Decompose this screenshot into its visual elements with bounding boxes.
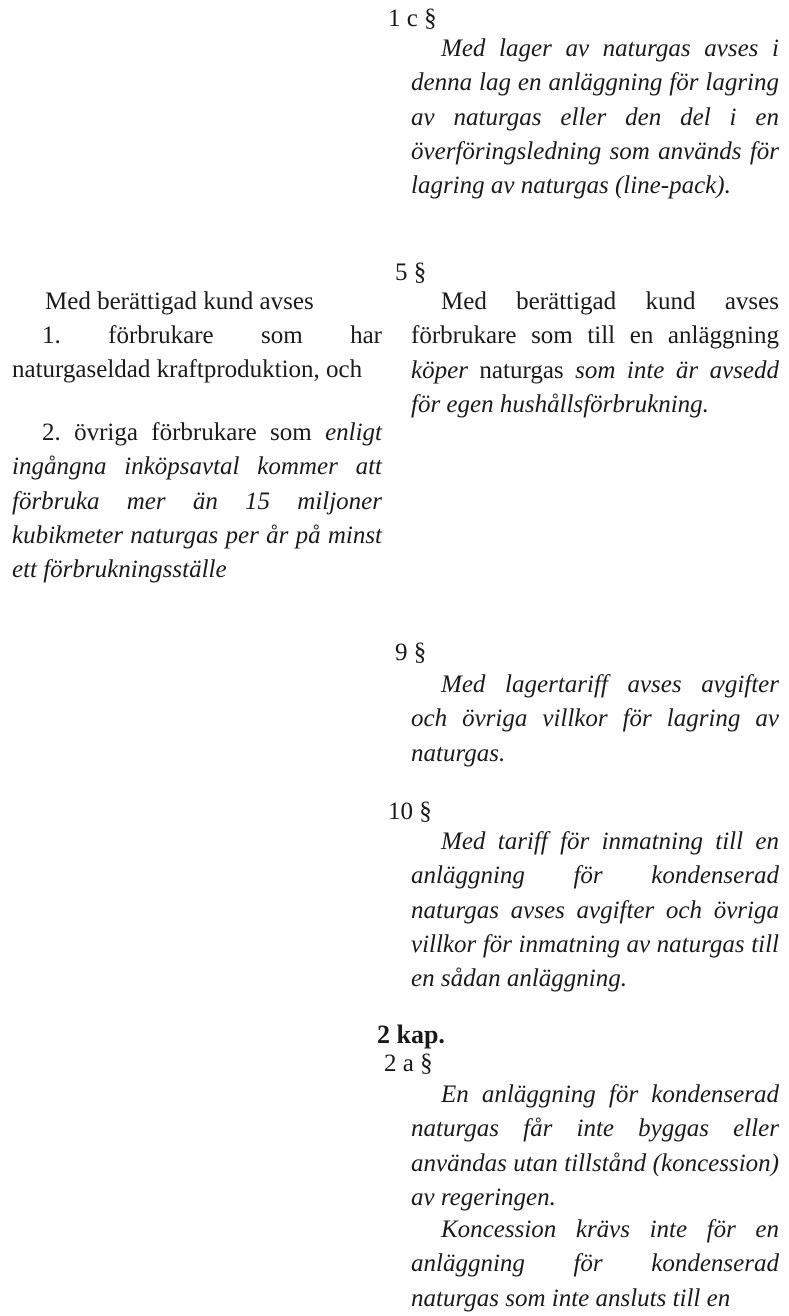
paragraph-5-old-item-1: 1. förbrukare som har naturgaseldad kraftproduktion, och bbox=[12, 322, 382, 384]
section-heading-9: 9 § bbox=[395, 639, 427, 666]
paragraph-5-new bbox=[411, 285, 779, 422]
text-run-italic: köper bbox=[411, 356, 468, 384]
section-heading-2a: 2 a § bbox=[384, 1050, 433, 1077]
section-heading-5: 5 § bbox=[395, 259, 427, 286]
paragraph-5-old-item-2 bbox=[12, 416, 382, 587]
text-run-italic: enligt ingångna inköpsavtal kommer att förbruka mer än 15 miljoner kubikmeter naturgas per år på minst ett förbrukningsställe bbox=[12, 419, 382, 584]
chapter-heading: 2 kap. bbox=[377, 1020, 445, 1049]
paragraph-9: Med lagertariff avses avgifter och övriga villkor för lagring av naturgas. bbox=[411, 671, 779, 767]
paragraph-10: Med tariff för inmatning till en anläggning för kondenserad naturgas avses avgifter och övriga villkor för inmatning av naturgas till en sådan anläggning. bbox=[411, 828, 779, 993]
text-run: naturgas bbox=[467, 356, 576, 384]
section-heading-1c: 1 c § bbox=[388, 5, 437, 32]
text-run-italic: som inte är avsedd för egen hushållsförbrukning. bbox=[411, 356, 780, 418]
paragraph-2a-2: Koncession krävs inte för en anläggning för kondenserad naturgas som inte ansluts till en bbox=[411, 1216, 779, 1312]
text-run: Med berättigad kund avses förbrukare som till en anläggning bbox=[411, 288, 779, 350]
paragraph-1c: Med lager av naturgas avses i denna lag en anläggning för lagring av naturgas eller den del i en överföringsledning som används för lagring av naturgas (line-pack). bbox=[411, 35, 779, 200]
section-heading-10: 10 § bbox=[388, 798, 432, 825]
text-run: 2. övriga förbrukare som bbox=[42, 419, 312, 446]
paragraph-5-old-intro: Med berättigad kund avses bbox=[45, 288, 314, 315]
paragraph-2a-1: En anläggning för kondenserad naturgas får inte byggas eller användas utan tillstånd (koncession) av regeringen. bbox=[411, 1081, 779, 1211]
